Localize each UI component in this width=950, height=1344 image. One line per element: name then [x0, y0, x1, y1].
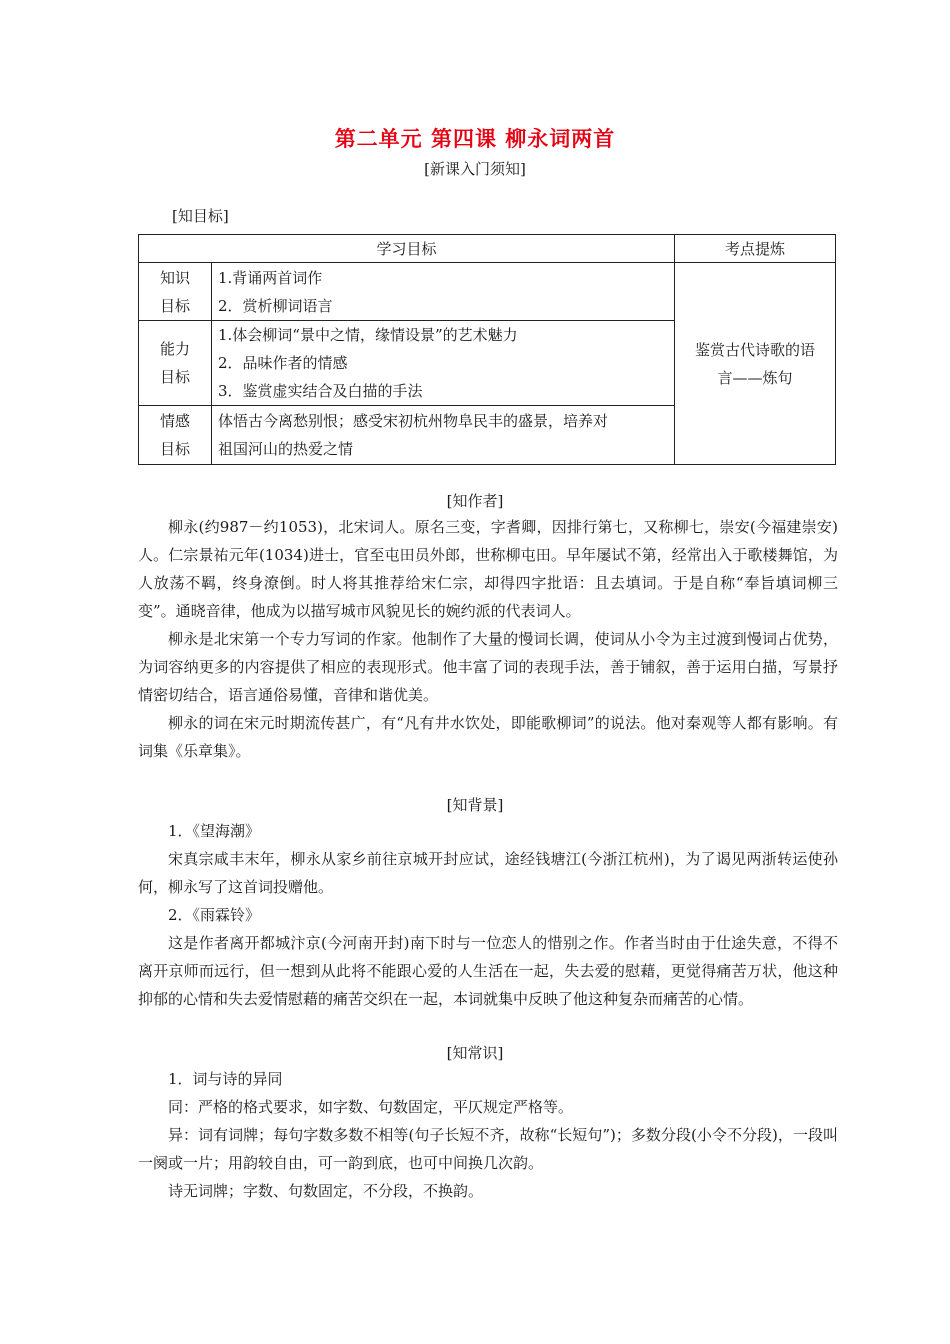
background-section	[138, 817, 838, 1013]
paragraph: 异：词有词牌；每句字数多数不相等(句子长短不齐，故称“长短句”)；多数分段(小令不分段)，一段叫一阕或一片；用韵较自由，可一韵到底，也可中间换几次韵。	[138, 1126, 838, 1172]
paragraph: 1．《望海潮》	[168, 822, 261, 840]
paragraph: 柳永是北宋第一个专力写词的作家。他制作了大量的慢词长调，使词从小令为主过渡到慢词占优势，为词容纳更多的内容提供了相应的表现形式。他丰富了词的表现手法，善于铺叙，善于运用白描，写景抒情密切结合，语言通俗易懂，音律和谐优美。	[138, 630, 838, 704]
items-cell: 1.体会柳词“景中之情，缘情设景”的艺术魅力 2．品味作者的情感 3．鉴赏虚实结合及白描的手法	[212, 321, 675, 406]
knowledge-section	[138, 1065, 838, 1205]
category-cell: 能力 目标	[139, 321, 212, 406]
page-subtitle: [新课入门须知]	[424, 160, 526, 178]
paragraph: 柳永(约987－约1053)，北宋词人。原名三变，字耆卿，因排行第七，又称柳七，崇安(今福建崇安)人。仁宗景祐元年(1034)进士，官至屯田员外郎，世称柳屯田。早年屡试不第，经常出入于歌楼舞馆，为人放荡不羁，终身潦倒。时人将其推荐给宋仁宗，却得四字批语：且去填词。于是自称“奉旨填词柳三变”。通晓音律，他成为以描写城市风貌见长的婉约派的代表词人。	[138, 518, 838, 620]
header-focus: 考点提炼	[675, 235, 836, 263]
goals-table	[138, 234, 836, 465]
paragraph: 这是作者离开都城汴京(今河南开封)南下时与一位恋人的惜别之作。作者当时由于仕途失意，不得不离开京师而远行，但一想到从此将不能跟心爱的人生活在一起，失去爱的慰藉，更觉得痛苦万状，他这种抑郁的心情和失去爱情慰藉的痛苦交织在一起，本词就集中反映了他这种复杂而痛苦的心情。	[138, 934, 838, 1008]
author-heading: [知作者]	[446, 492, 504, 510]
category-cell: 情感 目标	[139, 406, 212, 465]
items-cell: 1.背诵两首词作 2．赏析柳词语言	[212, 263, 675, 321]
background-heading: [知背景]	[446, 796, 504, 814]
page-title: 第二单元 第四课 柳永词两首	[334, 127, 616, 151]
goals-label: [知目标]	[172, 207, 229, 225]
paragraph: 2．《雨霖铃》	[168, 906, 261, 924]
paragraph: 柳永的词在宋元时期流传甚广，有“凡有井水饮处，即能歌柳词”的说法。他对秦观等人都有影响。有词集《乐章集》。	[138, 714, 838, 760]
paragraph: 1．词与诗的异同	[168, 1070, 283, 1088]
items-cell: 体悟古今离愁别恨；感受宋初杭州物阜民丰的盛景，培养对 祖国河山的热爱之情	[212, 406, 675, 465]
table-row	[139, 263, 836, 321]
paragraph: 宋真宗咸丰末年，柳永从家乡前往京城开封应试，途经钱塘江(今浙江杭州)，为了谒见两浙转运使孙何，柳永写了这首词投赠他。	[138, 850, 838, 896]
author-section	[138, 513, 838, 765]
paragraph: 同：严格的格式要求，如字数、句数固定，平仄规定严格等。	[168, 1098, 574, 1116]
header-goal: 学习目标	[139, 235, 675, 263]
paragraph: 诗无词牌；字数、句数固定，不分段，不换韵。	[168, 1182, 484, 1200]
goals-table-header	[139, 235, 836, 263]
knowledge-heading: [知常识]	[446, 1044, 504, 1062]
focus-cell: 鉴赏古代诗歌的语 言——炼句	[675, 263, 836, 465]
category-cell: 知识 目标	[139, 263, 212, 321]
